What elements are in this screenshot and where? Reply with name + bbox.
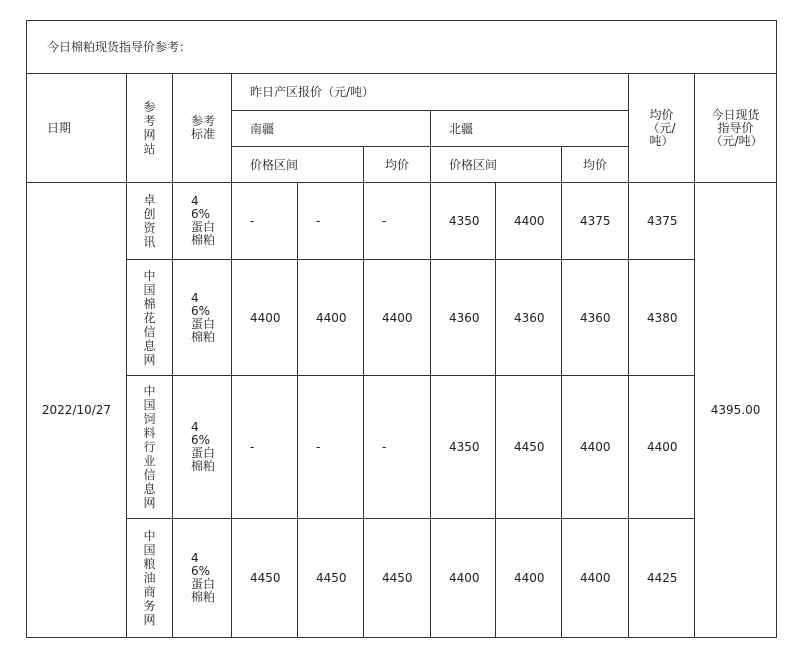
south-high-cell: - [298,376,364,519]
north-low-cell: 4350 [431,376,496,519]
south-low-cell: 4450 [232,519,298,638]
avg-cell: 4425 [629,519,695,638]
standard-cell: 46%蛋白棉粕 [173,376,232,519]
south-high-cell: 4450 [298,519,364,638]
south-avg-header: 均价 [364,147,431,183]
south-avg-cell: - [364,183,431,260]
avg-cell: 4375 [629,183,695,260]
north-range-header: 价格区间 [431,147,562,183]
table-row [27,183,777,260]
north-avg-cell: 4375 [562,183,629,260]
standard-cell: 46%蛋白棉粕 [173,183,232,260]
south-high-cell: 4400 [298,260,364,376]
site-header: 参考网站 [127,74,173,183]
site-cell: 中国粮油商务网 [127,519,173,638]
site-cell: 中国棉花信息网 [127,260,173,376]
north-low-cell: 4400 [431,519,496,638]
north-high-cell: 4450 [496,376,562,519]
table-row [27,376,777,519]
north-high-cell: 4400 [496,183,562,260]
standard-cell: 46%蛋白棉粕 [173,260,232,376]
table-row [27,519,777,638]
south-low-cell: 4400 [232,260,298,376]
avg-unit-header: 均价（元/吨） [629,74,695,183]
north-header: 北疆 [431,111,629,147]
date-header: 日期 [27,74,127,183]
south-avg-cell: - [364,376,431,519]
site-cell: 中国饲料行业信息网 [127,376,173,519]
north-high-cell: 4400 [496,519,562,638]
south-low-cell: - [232,376,298,519]
site-cell: 卓创资讯 [127,183,173,260]
price-table [26,20,777,638]
south-low-cell: - [232,183,298,260]
north-low-cell: 4360 [431,260,496,376]
south-avg-cell: 4450 [364,519,431,638]
north-avg-cell: 4360 [562,260,629,376]
south-header: 南疆 [232,111,431,147]
south-range-header: 价格区间 [232,147,364,183]
south-avg-cell: 4400 [364,260,431,376]
north-avg-cell: 4400 [562,376,629,519]
north-high-cell: 4360 [496,260,562,376]
date-cell: 2022/10/27 [27,183,127,638]
south-high-cell: - [298,183,364,260]
avg-cell: 4400 [629,376,695,519]
today-price-header: 今日现货指导价（元/吨） [695,74,777,183]
north-low-cell: 4350 [431,183,496,260]
north-avg-header: 均价 [562,147,629,183]
today-price-cell: 4395.00 [695,183,777,638]
north-avg-cell: 4400 [562,519,629,638]
table-title: 今日棉粕现货指导价参考： [27,21,777,74]
standard-cell: 46%蛋白棉粕 [173,519,232,638]
standard-header: 参考标准 [173,74,232,183]
yesterday-quote-header: 昨日产区报价（元/吨） [232,74,629,111]
avg-cell: 4380 [629,260,695,376]
table-row [27,260,777,376]
